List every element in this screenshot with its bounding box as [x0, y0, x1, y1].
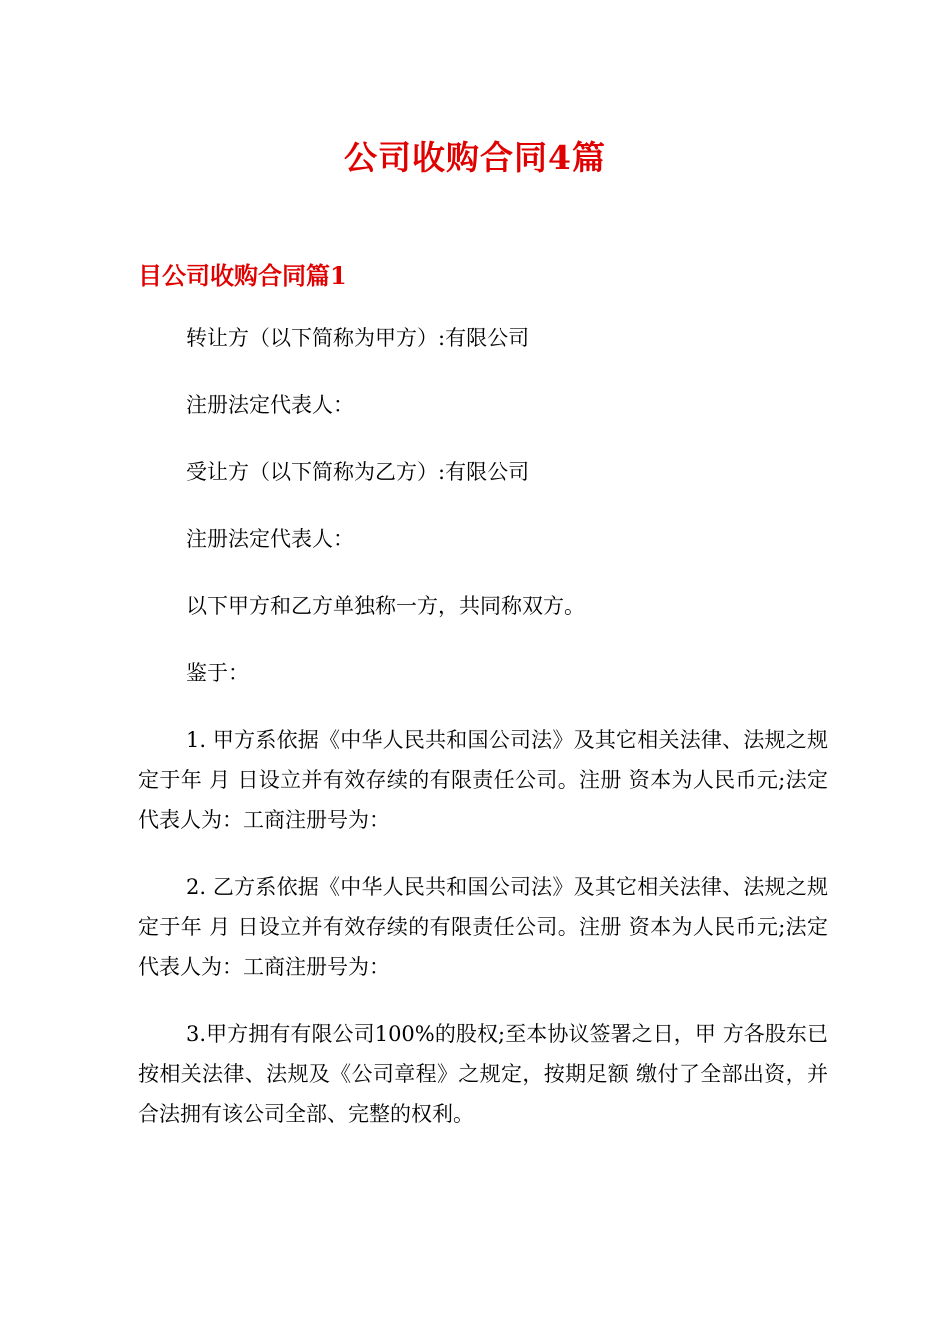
paragraph-clause-3: 3.甲方拥有有限公司100%的股权;至本协议签署之日，甲 方各股东已按相关法律、法规及《公司章程》之规定，按期足额 缴付了全部出资，并合法拥有该公司全部、完整的权利。: [138, 1022, 828, 1126]
document-title: 公司收购合同4篇: [344, 138, 606, 177]
paragraph-whereas: 鉴于：: [186, 661, 249, 685]
paragraph-transferee-representative: 注册法定代表人：: [186, 527, 354, 551]
paragraph-clause-1: 1. 甲方系依据《中华人民共和国公司法》及其它相关法律、法规之规定于年 月 日设立并有效存续的有限责任公司。注册 资本为人民币元;法定代表人为：工商注册号为：: [138, 728, 828, 832]
paragraph-transferor-representative: 注册法定代表人：: [186, 393, 354, 417]
section-heading: 目公司收购合同篇1: [138, 261, 347, 290]
paragraph-transferee: 受让方（以下简称为乙方）:有限公司: [186, 460, 530, 484]
paragraph-transferor: 转让方（以下简称为甲方）:有限公司: [186, 326, 530, 350]
paragraph-parties: 以下甲方和乙方单独称一方，共同称双方。: [186, 594, 585, 618]
paragraph-clause-2: 2. 乙方系依据《中华人民共和国公司法》及其它相关法律、法规之规定于年 月 日设立并有效存续的有限责任公司。注册 资本为人民币元;法定代表人为：工商注册号为：: [138, 875, 828, 979]
document-body: [138, 318, 828, 1161]
